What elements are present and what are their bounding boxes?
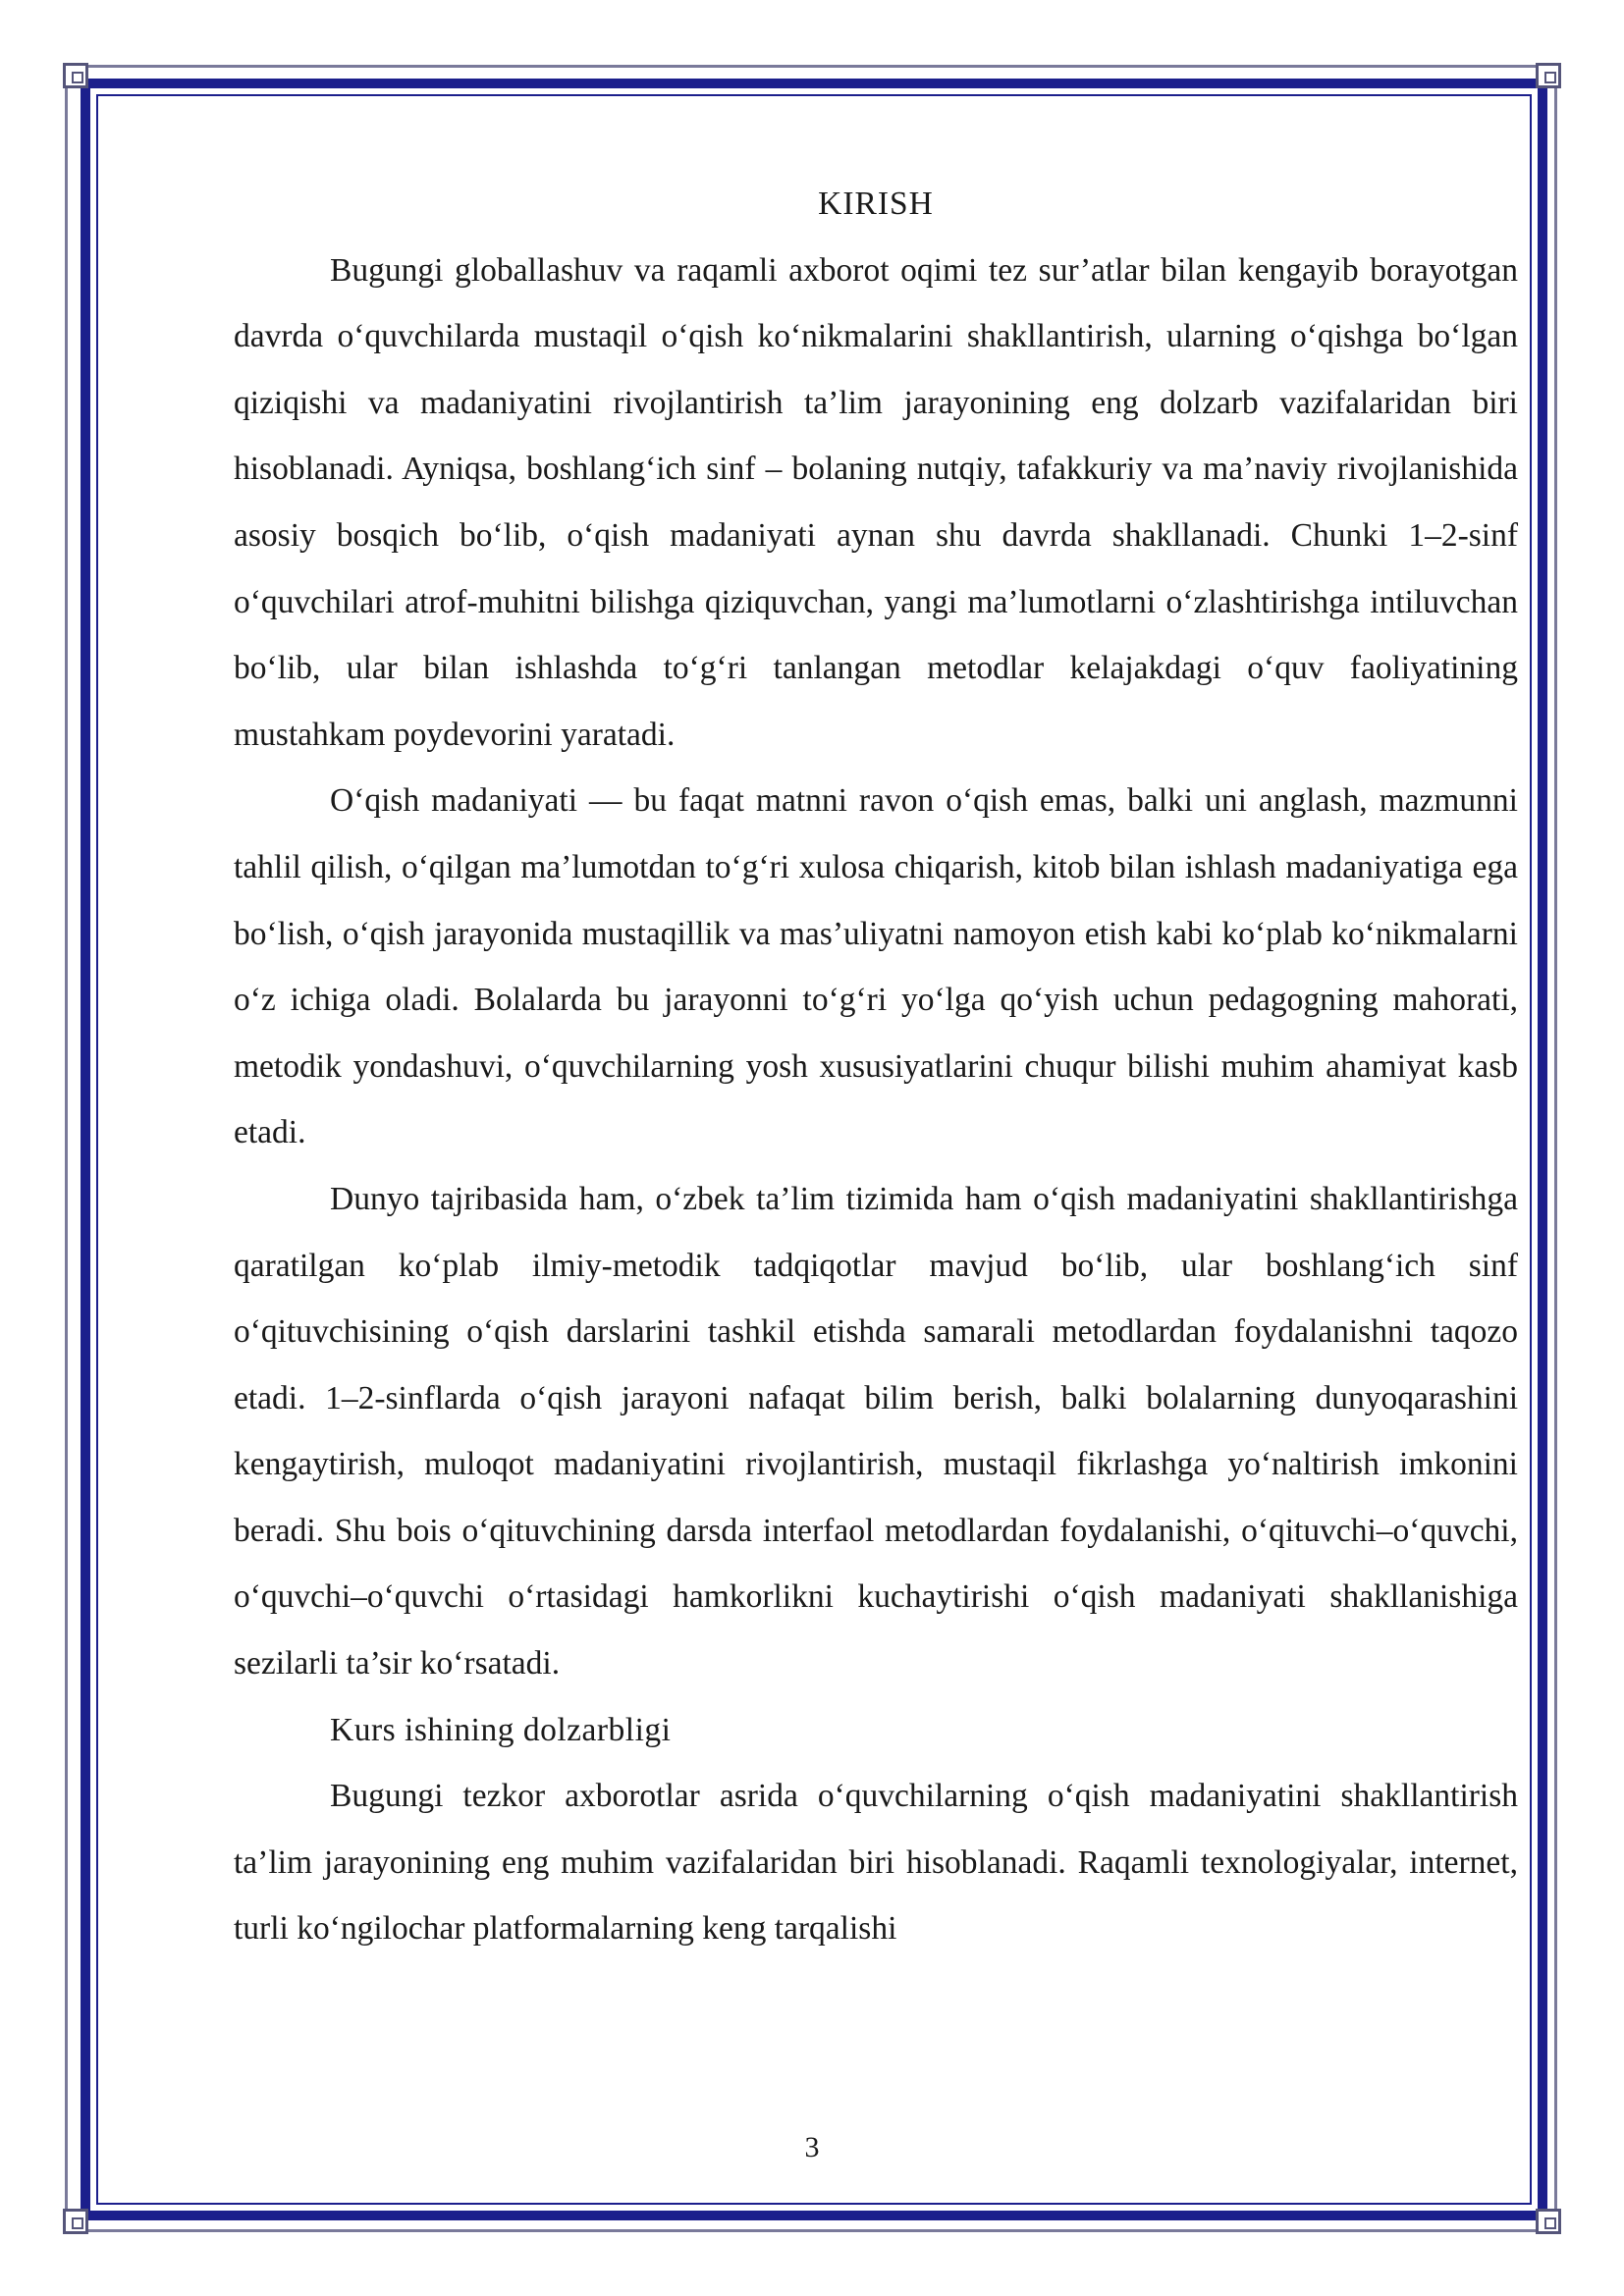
corner-ornament-bottom-left	[63, 2209, 88, 2234]
page-number: 3	[804, 2131, 820, 2163]
corner-ornament-top-left	[63, 63, 88, 88]
corner-ornament-bottom-right	[1536, 2209, 1561, 2234]
paragraph-4: Bugungi tezkor axborotlar asrida o‘quvchilarning o‘qish madaniyatini shakllantirish ta’lim jarayonining eng muhim vazifalaridan biri hisoblanadi. Raqamli texnologiyalar, internet, turli ko‘ngilochar platformalarning keng tarqalishi	[234, 1778, 1518, 1948]
paragraph-1: Bugungi globallashuv va raqamli axborot oqimi tez sur’atlar bilan kengayib borayotgan davrda o‘quvchilarda mustaqil o‘qish ko‘nikmalarini shakllantirish, ularning o‘qishga bo‘lgan qiziqishi va madaniyatini rivojlantirish ta’lim jarayonining eng dolzarb vazifalaridan biri hisoblanadi. Ayniqsa, boshlang‘ich sinf – bolaning nutqiy, tafakkuriy va ma’naviy rivojlanishida asosiy bosqich bo‘lib, o‘qish madaniyati aynan shu davrda shakllanadi. Chunki 1–2-sinf o‘quvchilari atrof-muhitni bilishga qiziquvchan, yangi ma’lumotlarni o‘zlashtirishga intiluvchan bo‘lib, ular bilan ishlashda to‘g‘ri tanlangan metodlar kelajakdagi o‘quv faoliyatining mustahkam poydevorini yaratadi.	[234, 251, 1518, 753]
document-body	[234, 171, 1518, 1962]
paragraph-2: O‘qish madaniyati — bu faqat matnni ravon o‘qish emas, balki uni anglash, mazmunni tahlil qilish, o‘qilgan ma’lumotdan to‘g‘ri xulosa chiqarish, kitob bilan ishlash madaniyatiga ega bo‘lish, o‘qish jarayonida mustaqillik va mas’uliyatni namoyon etish kabi ko‘plab ko‘nikmalarni o‘z ichiga oladi. Bolalarda bu jarayonni to‘g‘ri yo‘lga qo‘yish uchun pedagogning mahorati, metodik yondashuvi, o‘quvchilarning yosh xususiyatlarini chuqur bilishi muhim ahamiyat kasb etadi.	[234, 782, 1518, 1151]
paragraph-3: Dunyo tajribasida ham, o‘zbek ta’lim tizimida ham o‘qish madaniyatini shakllantirishga qaratilgan ko‘plab ilmiy-metodik tadqiqotlar mavjud bo‘lib, ular boshlang‘ich sinf o‘qituvchisining o‘qish darslarini tashkil etishda samarali metodlardan foydalanishni taqozo etadi. 1–2-sinflarda o‘qish jarayoni nafaqat bilim berish, balki bolalarning dunyoqarashini kengaytirish, muloqot madaniyatini rivojlantirish, mustaqil fikrlashga yo‘naltirish imkonini beradi. Shu bois o‘qituvchining darsda interfaol metodlardan foydalanishi, o‘qituvchi–o‘quvchi, o‘quvchi–o‘quvchi o‘rtasidagi hamkorlikni kuchaytirishi o‘qish madaniyati shakllanishiga sezilarli ta’sir ko‘rsatadi.	[234, 1180, 1518, 1682]
subsection-heading: Kurs ishining dolzarbligi	[330, 1711, 672, 1748]
corner-ornament-top-right	[1536, 63, 1561, 88]
section-heading: KIRISH	[818, 186, 934, 222]
